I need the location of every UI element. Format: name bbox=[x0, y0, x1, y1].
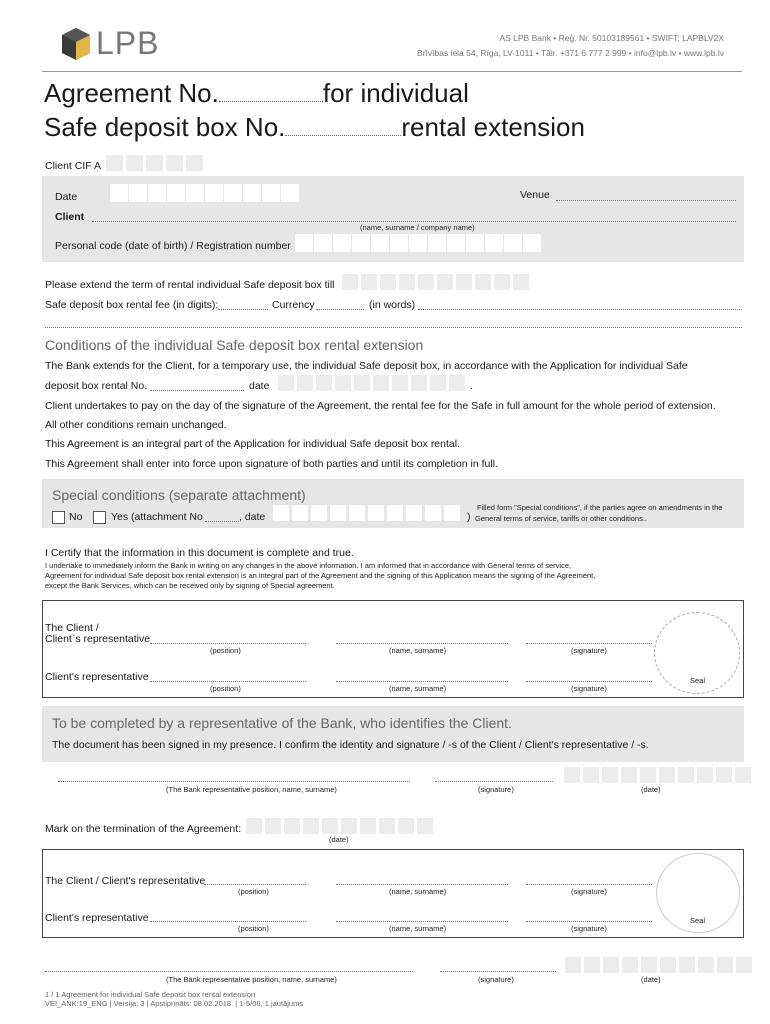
termination-label: Mark on the termination of the Agreement: bbox=[45, 823, 242, 835]
sign2-row2-signature[interactable] bbox=[526, 921, 652, 922]
yes-checkbox[interactable] bbox=[93, 509, 106, 527]
sign1-row1-signature-hint: (signature) bbox=[571, 646, 607, 655]
sign1-row1-label-a: The Client / bbox=[45, 622, 99, 634]
sign2-row2-position-hint: (position) bbox=[238, 924, 269, 933]
title-for-individual: for individual bbox=[322, 78, 469, 108]
address-line: Brīvības iela 54, Rīga, LV-1011 • Tālr. +371 6 777 2 999 • info@lpb.lv • www.lpb.lv bbox=[417, 48, 724, 58]
conditions-p1b-b: date bbox=[249, 380, 270, 392]
fee-field[interactable] bbox=[218, 309, 268, 310]
footer-line-1: 1 / 1 Agreement for individual Safe deposit box rental extension bbox=[45, 990, 256, 999]
title-safe-box-no: Safe deposit box No. bbox=[44, 112, 286, 142]
client-label: Client bbox=[55, 211, 85, 223]
termination-date-boxes[interactable] bbox=[245, 817, 435, 835]
no-checkbox[interactable] bbox=[52, 509, 65, 527]
venue-label: Venue bbox=[520, 189, 550, 201]
conditions-p2: Client undertakes to pay on the day of the signature of the Agreement, the rental fee for the Safe in full amount for the whole period of extension. bbox=[45, 400, 716, 412]
special-bracket: ) bbox=[467, 511, 471, 523]
bank-signature-hint: (signature) bbox=[478, 785, 514, 794]
termination-date-hint: (date) bbox=[329, 835, 349, 844]
sign1-row2-position-hint: (position) bbox=[210, 684, 241, 693]
sign1-row1-name[interactable] bbox=[336, 643, 508, 644]
title-line-2 bbox=[44, 112, 585, 143]
bank-heading: To be completed by a representative of the Bank, who identifies the Client. bbox=[52, 715, 512, 731]
sign1-row2-label: Client's representative bbox=[45, 671, 149, 683]
sign1-row1-signature[interactable] bbox=[526, 643, 652, 644]
date-label: Date bbox=[55, 191, 78, 203]
agreement-no-field[interactable] bbox=[219, 83, 323, 102]
words-field-2[interactable] bbox=[45, 327, 742, 328]
sign1-row2-name-hint: (name, surname) bbox=[389, 684, 447, 693]
special-date-label: , date bbox=[239, 511, 266, 523]
attachment-no-field[interactable] bbox=[205, 521, 239, 522]
extend-date-boxes[interactable] bbox=[341, 273, 531, 291]
currency-label: Currency bbox=[272, 299, 315, 311]
header-divider bbox=[42, 71, 742, 72]
venue-field[interactable] bbox=[556, 200, 736, 201]
bank-rep-hint: (The Bank representative position, name, surname) bbox=[166, 785, 337, 794]
sign2-row1-name-hint: (name, surname) bbox=[389, 887, 447, 896]
logo-text: LPB bbox=[96, 25, 160, 61]
title-agreement-no: Agreement No. bbox=[44, 78, 219, 108]
bottom-rep-hint: (The Bank representative position, name, surname) bbox=[166, 975, 337, 984]
sign1-row2-position[interactable] bbox=[150, 681, 306, 682]
certify-heading: I Certify that the information in this document is complete and true. bbox=[45, 547, 354, 559]
title-rental-extension: rental extension bbox=[401, 112, 585, 142]
client-name-field[interactable] bbox=[92, 221, 736, 222]
fee-label: Safe deposit box rental fee (in digits): bbox=[45, 299, 219, 311]
words-field[interactable] bbox=[418, 309, 742, 310]
client-cif-boxes[interactable] bbox=[105, 154, 205, 172]
bottom-date-boxes[interactable] bbox=[564, 956, 754, 974]
bank-date-boxes[interactable] bbox=[563, 766, 753, 784]
sign2-row1-name[interactable] bbox=[336, 884, 508, 885]
special-date-boxes[interactable] bbox=[272, 504, 462, 522]
sign2-row2-position[interactable] bbox=[150, 921, 306, 922]
sign1-row1-label-b: Client`s representative bbox=[45, 633, 151, 645]
footer-line-2: VEI_ANK:19_ENG | Versija: 3 | Apstiprināts: 08.02.2018. | 1-5/06, 1.jautājums bbox=[45, 999, 304, 1008]
client-cif-label: Client CIF A bbox=[45, 160, 102, 172]
bottom-rep-field[interactable] bbox=[45, 971, 413, 972]
certify-line-2: Agreement for individual Safe deposit box rental extension is an integral part of the Agreement and the signing of this Application means the signing of the Agreement, bbox=[45, 571, 596, 580]
sign2-row1-label: The Client / Client's representative bbox=[45, 875, 206, 887]
seal-label: Seal bbox=[690, 676, 706, 685]
special-heading: Special conditions (separate attachment) bbox=[52, 487, 306, 503]
bank-rep-field[interactable] bbox=[58, 781, 410, 782]
special-note-1: Filled form "Special conditions", if the parties agree on amendments in the bbox=[477, 503, 723, 512]
company-line: AS LPB Bank • Reģ. Nr. 50103189561 • SWIFT: LAPBLV2X bbox=[499, 33, 724, 43]
words-label: (in words) bbox=[369, 299, 416, 311]
conditions-p1b-a: deposit box rental No. bbox=[45, 380, 148, 392]
client-hint: (name, surname / company name) bbox=[360, 223, 475, 232]
date-boxes[interactable] bbox=[110, 184, 300, 202]
conditions-heading: Conditions of the individual Safe deposit box rental extension bbox=[45, 337, 424, 353]
application-date-boxes[interactable] bbox=[277, 374, 467, 392]
safe-box-no-field[interactable] bbox=[285, 117, 401, 136]
sign1-row2-signature-hint: (signature) bbox=[571, 684, 607, 693]
sign2-row2-label: Client's representative bbox=[45, 912, 149, 924]
title-line-1 bbox=[44, 78, 469, 109]
sign2-row1-position-hint: (position) bbox=[238, 887, 269, 896]
seal-label-2: Seal bbox=[690, 916, 706, 925]
certify-line-1: I undertake to immediately inform the Bank in writing on any changes in the above information. I am informed that in accordance with General terms of service, bbox=[45, 561, 572, 570]
sign2-row2-name[interactable] bbox=[336, 921, 508, 922]
bank-text: The document has been signed in my presence. I confirm the identity and signature / -s of the Client / Client's representative / -s. bbox=[52, 739, 649, 751]
conditions-p5: This Agreement shall enter into force upon signature of both parties and until its completion in full. bbox=[45, 458, 498, 470]
bank-signature-field[interactable] bbox=[435, 781, 553, 782]
sign2-row1-position[interactable] bbox=[204, 884, 306, 885]
sign2-row2-name-hint: (name, surname) bbox=[389, 924, 447, 933]
bottom-signature-field[interactable] bbox=[440, 971, 556, 972]
sign1-row1-position[interactable] bbox=[150, 643, 306, 644]
sign1-row2-signature[interactable] bbox=[526, 681, 652, 682]
sign1-row2-name[interactable] bbox=[336, 681, 508, 682]
no-label: No bbox=[69, 511, 83, 523]
conditions-p3: All other conditions remain unchanged. bbox=[45, 419, 227, 431]
application-no-field[interactable] bbox=[150, 390, 244, 391]
period-mark: . bbox=[470, 380, 473, 392]
sign1-row1-name-hint: (name, surname) bbox=[389, 646, 447, 655]
logo-mark-icon bbox=[62, 27, 98, 61]
yes-label: Yes (attachment No bbox=[111, 511, 203, 523]
extend-label: Please extend the term of rental individual Safe deposit box till bbox=[45, 279, 335, 291]
personal-code-label: Personal code (date of birth) / Registration number bbox=[55, 240, 291, 252]
lpb-logo bbox=[62, 27, 187, 61]
currency-field[interactable] bbox=[316, 309, 364, 310]
sign2-row1-signature-hint: (signature) bbox=[571, 887, 607, 896]
special-note-2: General terms of service, tariffs or other conditions.. bbox=[475, 514, 648, 523]
bank-date-hint: (date) bbox=[641, 785, 661, 794]
conditions-p4: This Agreement is an integral part of the Application for individual Safe deposit box rental. bbox=[45, 438, 460, 450]
sign2-row1-signature[interactable] bbox=[526, 884, 652, 885]
sign1-row1-position-hint: (position) bbox=[210, 646, 241, 655]
bottom-date-hint: (date) bbox=[641, 975, 661, 984]
certify-line-3: except the Bank Services, which can be received only by signing of Special agreement. bbox=[45, 581, 335, 590]
bottom-signature-hint: (signature) bbox=[478, 975, 514, 984]
conditions-p1: The Bank extends for the Client, for a temporary use, the individual Safe deposit box, in accordance with the Application for individual Safe bbox=[45, 360, 688, 372]
personal-code-boxes[interactable] bbox=[295, 234, 542, 252]
sign2-row2-signature-hint: (signature) bbox=[571, 924, 607, 933]
